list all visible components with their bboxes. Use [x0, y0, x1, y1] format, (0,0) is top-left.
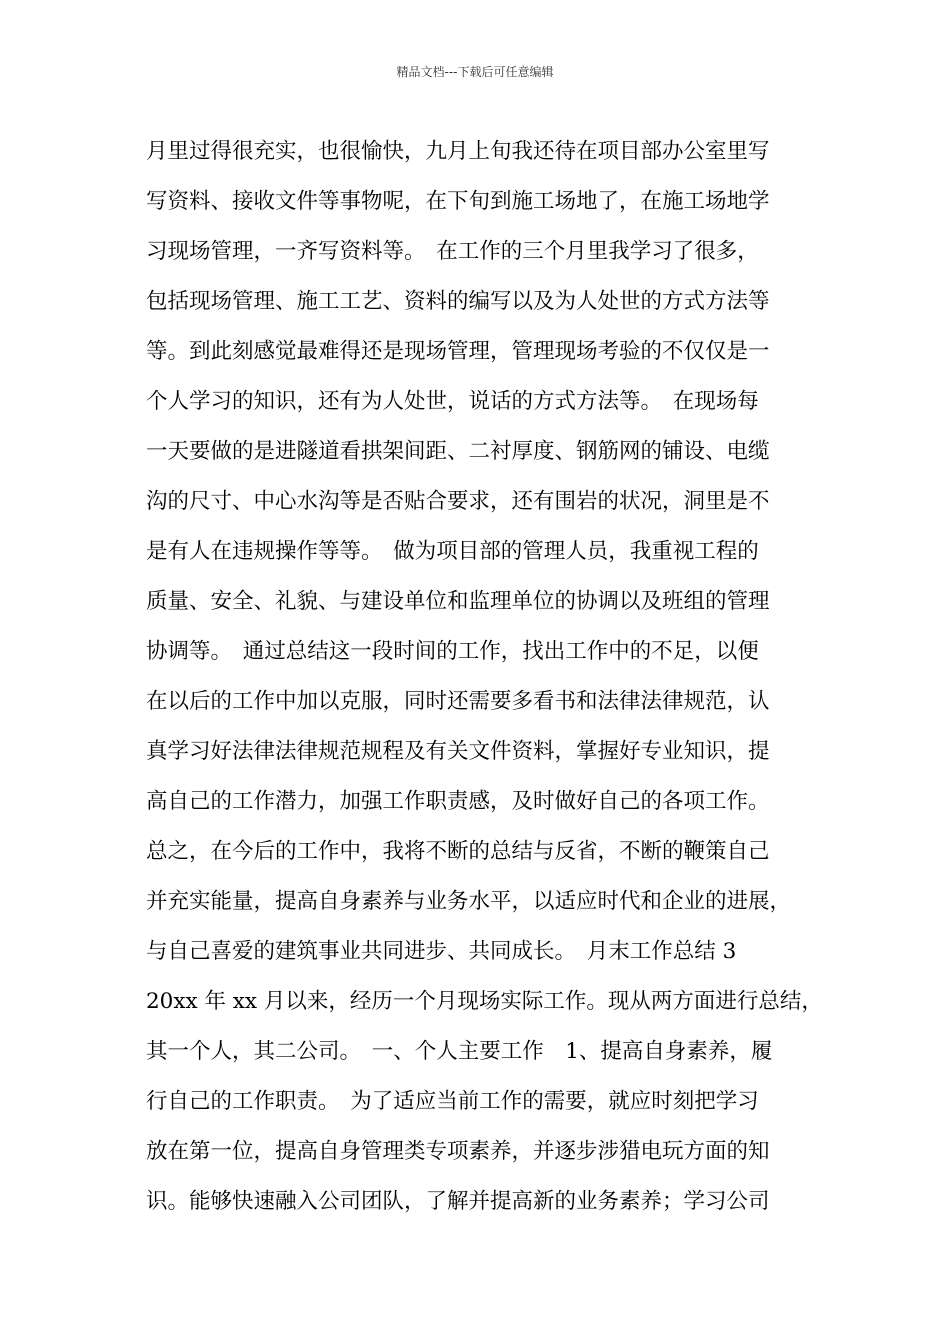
- text-line: 与自己喜爱的建筑事业共同进步、共同成长。 月末工作总结 3: [146, 939, 737, 964]
- text-line: 在以后的工作中加以克服，同时还需要多看书和法律法律规范，认: [146, 689, 770, 714]
- text-line: 行自己的工作职责。 为了适应当前工作的需要，就应时刻把学习: [146, 1089, 759, 1114]
- page-header: 精品文档---下载后可任意编辑: [396, 65, 554, 79]
- text-line: 写资料、接收文件等事物呢，在下旬到施工场地了，在施工场地学: [146, 189, 770, 214]
- text-line: 等。到此刻感觉最难得还是现场管理，管理现场考验的不仅仅是一: [146, 339, 770, 364]
- text-line: 习现场管理，一齐写资料等。 在工作的三个月里我学习了很多，: [146, 239, 759, 264]
- text-line: 放在第一位，提高自身管理类专项素养，并逐步涉猎电玩方面的知: [146, 1139, 770, 1164]
- text-line: 一天要做的是进隧道看拱架间距、二衬厚度、钢筋网的铺设、电缆: [146, 439, 770, 464]
- text-line: 月里过得很充实，也很愉快，九月上旬我还待在项目部办公室里写: [146, 139, 770, 164]
- text-line: 质量、安全、礼貌、与建设单位和监理单位的协调以及班组的管理: [146, 589, 770, 614]
- text-line: 个人学习的知识，还有为人处世，说话的方式方法等。 在现场每: [146, 389, 759, 414]
- text-line: 沟的尺寸、中心水沟等是否贴合要求，还有围岩的状况，洞里是不: [146, 489, 770, 514]
- text-line: 总之，在今后的工作中，我将不断的总结与反省，不断的鞭策自己: [146, 839, 770, 864]
- body-text: [146, 131, 826, 1231]
- text-line: 并充实能量，提高自身素养与业务水平，以适应时代和企业的进展，: [146, 889, 792, 914]
- text-line: 识。能够快速融入公司团队，了解并提高新的业务素养；学习公司: [146, 1189, 770, 1214]
- text-line: 其一个人，其二公司。 一、个人主要工作 1、提高自身素养，履: [146, 1039, 773, 1064]
- text-line: 协调等。 通过总结这一段时间的工作，找出工作中的不足，以便: [146, 639, 759, 664]
- text-line: 高自己的工作潜力，加强工作职责感，及时做好自己的各项工作。: [146, 789, 770, 814]
- text-line: 包括现场管理、施工工艺、资料的编写以及为人处世的方式方法等: [146, 289, 770, 314]
- text-line: 是有人在违规操作等等。 做为项目部的管理人员，我重视工程的: [146, 539, 759, 564]
- text-line: 真学习好法律法律规范规程及有关文件资料，掌握好专业知识，提: [146, 739, 770, 764]
- text-line: 20xx 年 xx 月以来，经历一个月现场实际工作。现从两方面进行总结，: [146, 989, 823, 1014]
